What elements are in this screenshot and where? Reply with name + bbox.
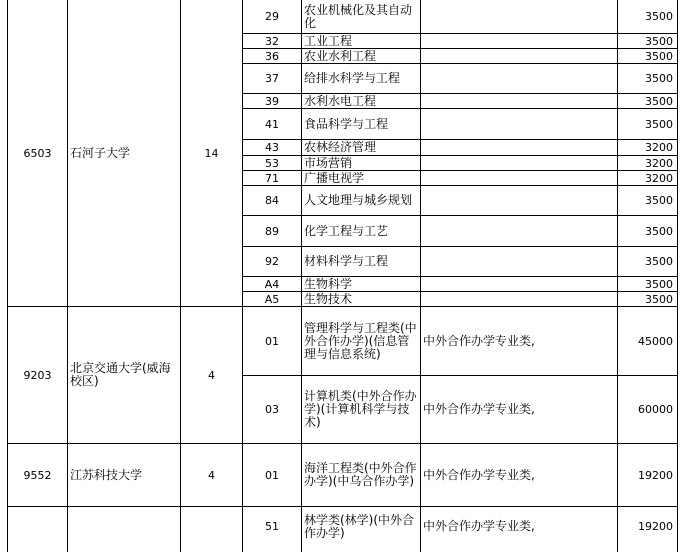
major-code: 41 bbox=[265, 117, 279, 131]
major-code: 32 bbox=[265, 34, 279, 48]
tuition-fee: 3500 bbox=[645, 224, 673, 238]
major-note bbox=[421, 292, 617, 306]
tuition-fee: 3500 bbox=[645, 277, 673, 291]
major-name: 水利水电工程 bbox=[304, 94, 377, 108]
major-code: 89 bbox=[265, 224, 279, 238]
major-note bbox=[421, 64, 617, 93]
tuition-fee: 19200 bbox=[638, 468, 673, 482]
tuition-fee: 60000 bbox=[638, 403, 673, 416]
major-name: 工业工程 bbox=[304, 34, 353, 48]
school-code bbox=[8, 507, 67, 552]
major-name: 给排水科学与工程 bbox=[304, 71, 401, 85]
major-row-rule bbox=[242, 170, 678, 171]
major-name: 计算机类(中外合作办学)(计算机科学与技术) bbox=[304, 389, 417, 429]
major-note bbox=[421, 94, 617, 108]
tuition-fee: 3500 bbox=[645, 49, 673, 63]
major-row-rule bbox=[242, 246, 678, 247]
major-name: 市场营销 bbox=[304, 156, 353, 170]
major-row-rule bbox=[242, 33, 678, 34]
school-name: 江苏科技大学 bbox=[70, 467, 143, 482]
major-note bbox=[421, 0, 617, 33]
tuition-fee: 3500 bbox=[645, 194, 673, 207]
major-code: 92 bbox=[265, 255, 279, 268]
tuition-fee: 3200 bbox=[645, 156, 673, 170]
major-name: 林学类(林学)(中外合作办学) bbox=[304, 512, 415, 540]
major-code: 71 bbox=[265, 171, 279, 185]
major-code: 84 bbox=[265, 194, 279, 207]
major-row-rule bbox=[242, 185, 678, 186]
school-name: 石河子大学 bbox=[70, 145, 131, 160]
major-name: 农业机械化及其自动化 bbox=[304, 2, 413, 30]
major-row-rule bbox=[242, 139, 678, 140]
tuition-fee: 3500 bbox=[645, 255, 673, 268]
tuition-fee: 3500 bbox=[645, 72, 673, 85]
major-note: 中外合作办学专业类, bbox=[423, 333, 535, 348]
plan-count: 4 bbox=[208, 468, 215, 482]
major-name: 生物科学 bbox=[304, 277, 353, 291]
tuition-fee: 3500 bbox=[645, 292, 673, 306]
major-code: 36 bbox=[265, 49, 279, 63]
major-name: 食品科学与工程 bbox=[304, 116, 389, 131]
major-code: 03 bbox=[265, 403, 279, 416]
major-note bbox=[421, 109, 617, 139]
major-name: 化学工程与工艺 bbox=[304, 223, 389, 238]
major-code: 53 bbox=[265, 156, 279, 170]
tuition-fee: 19200 bbox=[638, 520, 673, 533]
major-note bbox=[421, 49, 617, 63]
school-code: 6503 bbox=[23, 146, 52, 160]
school-code: 9203 bbox=[23, 368, 52, 382]
school-name bbox=[68, 507, 180, 552]
major-note bbox=[421, 277, 617, 291]
major-row-rule bbox=[242, 63, 678, 64]
major-code: A5 bbox=[264, 292, 280, 306]
major-code: 29 bbox=[265, 10, 279, 23]
major-note: 中外合作办学专业类, bbox=[423, 402, 535, 416]
major-code: A4 bbox=[264, 277, 280, 291]
major-note bbox=[421, 186, 617, 215]
major-note bbox=[421, 171, 617, 185]
plan-count bbox=[181, 507, 242, 552]
plan-count: 4 bbox=[208, 368, 215, 382]
tuition-fee: 3500 bbox=[645, 34, 673, 48]
major-name: 管理科学与工程类(中外合作办学)(信息管理与信息系统) bbox=[304, 320, 417, 361]
major-note bbox=[421, 140, 617, 155]
major-note bbox=[421, 216, 617, 246]
major-note: 中外合作办学专业类, bbox=[423, 467, 535, 482]
major-code: 01 bbox=[265, 334, 279, 348]
major-name: 材料科学与工程 bbox=[304, 254, 389, 268]
major-name: 海洋工程类(中外合作办学)(中乌合作办学) bbox=[304, 461, 417, 488]
major-name: 农林经济管理 bbox=[304, 140, 377, 154]
major-code: 37 bbox=[265, 72, 279, 85]
major-note bbox=[421, 34, 617, 48]
major-row-rule bbox=[242, 93, 678, 94]
major-row-rule bbox=[242, 291, 678, 292]
major-note: 中外合作办学专业类, bbox=[423, 519, 535, 533]
tuition-fee: 3500 bbox=[645, 10, 673, 23]
major-name: 农业水利工程 bbox=[304, 49, 377, 63]
tuition-fee: 3500 bbox=[645, 117, 673, 131]
tuition-fee: 45000 bbox=[638, 334, 673, 348]
major-row-rule bbox=[242, 48, 678, 49]
major-name: 广播电视学 bbox=[304, 171, 365, 185]
school-name: 北京交通大学(威海校区) bbox=[70, 361, 171, 388]
major-code: 01 bbox=[265, 468, 279, 482]
major-note bbox=[421, 247, 617, 276]
tuition-fee: 3500 bbox=[645, 94, 673, 108]
school-code: 9552 bbox=[23, 468, 52, 482]
tuition-fee: 3200 bbox=[645, 141, 673, 154]
major-name: 人文地理与城乡规划 bbox=[304, 193, 413, 207]
major-row-rule bbox=[242, 375, 678, 376]
major-code: 51 bbox=[265, 520, 279, 533]
major-row-rule bbox=[242, 276, 678, 277]
tuition-fee: 3200 bbox=[645, 171, 673, 185]
plan-count: 14 bbox=[204, 146, 219, 160]
major-row-rule bbox=[242, 108, 678, 109]
major-row-rule bbox=[242, 215, 678, 216]
major-code: 39 bbox=[265, 94, 279, 108]
major-row-rule bbox=[242, 155, 678, 156]
major-note bbox=[421, 156, 617, 170]
major-code: 43 bbox=[265, 141, 279, 154]
major-name: 生物技术 bbox=[304, 292, 353, 306]
